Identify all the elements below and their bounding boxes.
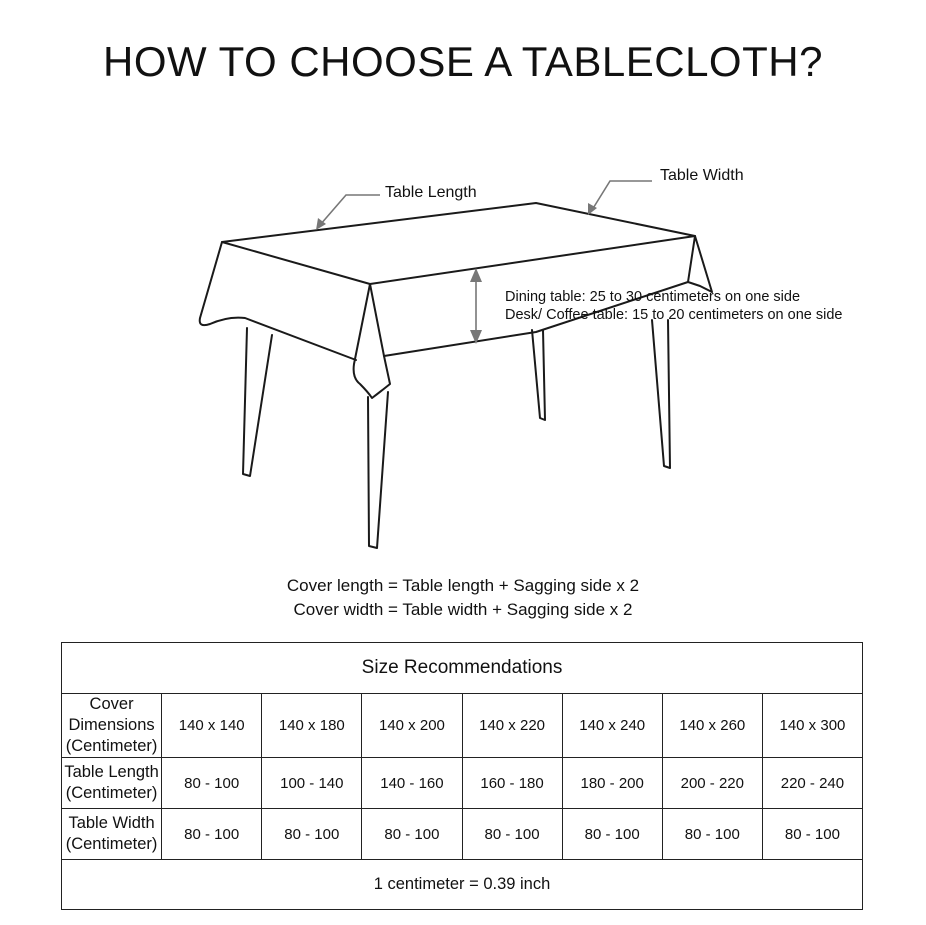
table-leg-back-left	[532, 330, 545, 420]
tablecloth-diagram	[0, 150, 926, 560]
sag-arrowhead-top	[470, 268, 482, 282]
table-cell: 140 x 300	[762, 694, 862, 758]
cloth-left-drape	[200, 242, 356, 360]
page-title: HOW TO CHOOSE A TABLECLOTH?	[103, 38, 823, 85]
row-header-unit: (Centimeter)	[65, 784, 158, 802]
cloth-front-drape	[354, 284, 390, 398]
table-cell: 160 - 180	[462, 758, 562, 809]
table-cell: 220 - 240	[762, 758, 862, 809]
table-cell: 140 x 140	[162, 694, 262, 758]
row-header	[62, 758, 162, 809]
table-cell: 140 x 200	[362, 694, 462, 758]
size-recommendations-table	[61, 642, 863, 910]
cloth-right-drape	[688, 236, 712, 292]
row-header-label: Cover Dimensions	[68, 695, 155, 734]
row-header	[62, 809, 162, 860]
sag-note	[505, 288, 842, 324]
row-header-unit: (Centimeter)	[65, 835, 158, 853]
table-cell: 140 x 220	[462, 694, 562, 758]
table-length-label: Table Length	[385, 184, 477, 201]
table-cell: 140 - 160	[362, 758, 462, 809]
row-header-unit: (Centimeter)	[65, 737, 158, 755]
table-cell: 180 - 200	[562, 758, 662, 809]
formula-cover-width: Cover width = Table width + Sagging side x 2	[293, 600, 633, 619]
formulas	[0, 574, 926, 622]
row-header	[62, 694, 162, 758]
table-cell: 140 x 260	[662, 694, 762, 758]
table-row-table-width	[62, 809, 863, 860]
table-leg-front-right	[368, 392, 388, 548]
table-leg-front-left	[243, 328, 272, 476]
row-header-label: Table Width	[68, 814, 155, 832]
table-cell: 80 - 100	[462, 809, 562, 860]
table-cell: 80 - 100	[662, 809, 762, 860]
cloth-table-top	[222, 203, 695, 284]
conversion-note: 1 centimeter = 0.39 inch	[62, 860, 863, 910]
table-width-label: Table Width	[660, 167, 744, 184]
row-header-label: Table Length	[64, 763, 159, 781]
table-cell: 200 - 220	[662, 758, 762, 809]
table-row-cover-dimensions	[62, 694, 863, 758]
table-cell: 140 x 180	[262, 694, 362, 758]
sag-note-dining: Dining table: 25 to 30 centimeters on one side	[505, 289, 801, 305]
sag-note-desk: Desk/ Coffee table: 15 to 20 centimeters on one side	[505, 307, 843, 323]
length-pointer-line	[320, 195, 380, 225]
table-cell: 80 - 100	[562, 809, 662, 860]
table-cell: 140 x 240	[562, 694, 662, 758]
table-cell: 80 - 100	[162, 809, 262, 860]
table-title: Size Recommendations	[62, 643, 863, 694]
width-pointer-line	[592, 181, 652, 210]
table-cell: 100 - 140	[262, 758, 362, 809]
table-cell: 80 - 100	[162, 758, 262, 809]
table-cell: 80 - 100	[262, 809, 362, 860]
table-cell: 80 - 100	[762, 809, 862, 860]
table-row-table-length	[62, 758, 863, 809]
table-cell: 80 - 100	[362, 809, 462, 860]
table-leg-back-right	[652, 320, 670, 468]
formula-cover-length: Cover length = Table length + Sagging side x 2	[286, 576, 640, 595]
